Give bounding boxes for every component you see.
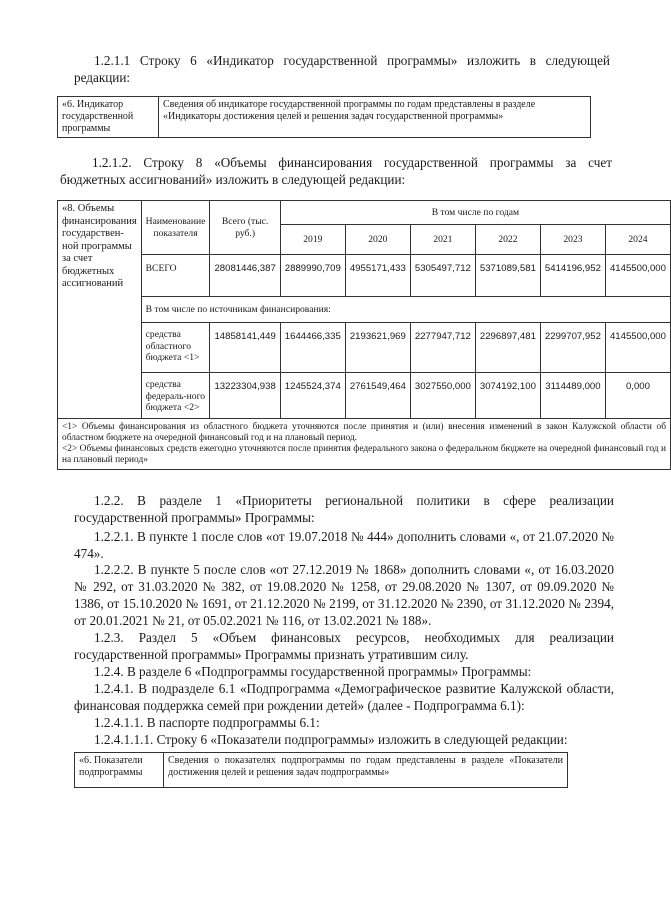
federal-row-value: 2761549,464: [345, 373, 410, 419]
total-row-value: 5414196,952: [540, 255, 605, 297]
federal-row-total: 13223304,938: [210, 373, 280, 419]
federal-row-value: 0,000: [605, 373, 670, 419]
federal-row-value: 3074192,100: [475, 373, 540, 419]
sources-header: В том числе по источникам финансирования:: [141, 297, 670, 323]
year-header: 2023: [540, 225, 605, 255]
regional-row-value: 2296897,481: [475, 323, 540, 373]
col-total-header: Всего (тыс. руб.): [210, 201, 280, 255]
indicator-table: [57, 96, 591, 138]
total-row-value: 5305497,712: [410, 255, 475, 297]
total-row-total: 28081446,387: [210, 255, 280, 297]
federal-row-value: 3027550,000: [410, 373, 475, 419]
paragraph-1-2-2: 1.2.2. В разделе 1 «Приоритеты региональной политики в сфере реализации государственной программы» Программы:: [74, 493, 614, 525]
col-years-header: В том числе по годам: [280, 201, 670, 225]
paragraph-1-2-4: 1.2.4. В разделе 6 «Подпрограммы государственной программы» Программы:: [94, 664, 532, 679]
year-header: 2021: [410, 225, 475, 255]
year-header: 2024: [605, 225, 670, 255]
indicator-text: Сведения об индикаторе государственной программы по годам представлены в разделе «Индикаторы достижения целей и решения задач государственной программы»: [159, 97, 591, 138]
regional-row-name: средства областного бюджета <1>: [141, 323, 210, 373]
paragraph-1-2-4-1-1-1: 1.2.4.1.1.1. Строку 6 «Показатели подпрограммы» изложить в следующей редакции:: [94, 732, 568, 747]
footnote-1: <1> Объемы финансирования из областного бюджета уточняются после принятия и (или) внесения изменений в закон Калужской области об областном бюджете на очередной финансовый год и на плановый период.: [62, 422, 666, 443]
year-header: 2019: [280, 225, 345, 255]
federal-row-value: 1245524,374: [280, 373, 345, 419]
regional-row-value: 2193621,969: [345, 323, 410, 373]
federal-row-value: 3114489,000: [540, 373, 605, 419]
paragraph-1-2-4-1: 1.2.4.1. В подразделе 6.1 «Подпрограмма «Демографическое развитие Калужской области, финансовая поддержка семей при рождении детей» (далее - Подпрограмма 6.1):: [74, 681, 614, 713]
total-row-value: 5371089,581: [475, 255, 540, 297]
regional-row-value: 4145500,000: [605, 323, 670, 373]
paragraph-1-2-4-1-1: 1.2.4.1.1. В паспорте подпрограммы 6.1:: [94, 715, 320, 730]
regional-row-value: 1644466,335: [280, 323, 345, 373]
paragraph-1-2-1-2: 1.2.1.2. Строку 8 «Объемы финансирования государственной программы за счет бюджетных ассигнований» изложить в следующей редакции:: [60, 155, 612, 187]
indicator-label: «6. Индикатор государственной программы: [58, 97, 159, 138]
paragraph-1-2-2-2: 1.2.2.2. В пункте 5 после слов «от 27.12.2019 № 1868» дополнить словами «, от 16.03.2020 № 292, от 31.03.2020 № 382, от 19.08.2020 № 1258, от 29.08.2020 № 1307, от 09.09.2020 № 1386, от 15.10.2020 № 1691, от 21.12.2020 № 2199, от 31.12.2020 № 2390, от 31.12.2020 № 2394, от 20.01.2021 № 21, от 05.02.2021 № 116, от 13.02.2021 № 188».: [74, 562, 614, 628]
regional-row-value: 2277947,712: [410, 323, 475, 373]
subprogram-indicators-text: Сведения о показателях подпрограммы по годам представлены в разделе «Показатели достижения целей и решения задач подпрограммы»: [164, 753, 568, 788]
total-row-value: 2889990,709: [280, 255, 345, 297]
year-header: 2020: [345, 225, 410, 255]
total-row-name: ВСЕГО: [141, 255, 210, 297]
subprogram-indicators-label: «6. Показатели подпрограммы: [75, 753, 164, 788]
col-name-header: Наименование показателя: [141, 201, 210, 255]
total-row-value: 4145500,000: [605, 255, 670, 297]
subprogram-indicators-table: [74, 752, 568, 788]
financing-table: [57, 200, 671, 470]
footnotes: [58, 419, 671, 470]
paragraph-1-2-1-1: 1.2.1.1 Строку 6 «Индикатор государственной программы» изложить в следующей редакции:: [74, 53, 610, 85]
regional-row-total: 14858141,449: [210, 323, 280, 373]
footnote-2: <2> Объемы финансовых средств ежегодно уточняются после принятия федерального закона о федеральном бюджете на очередной финансовый год и на плановый период»: [62, 444, 666, 465]
total-row-value: 4955171,433: [345, 255, 410, 297]
financing-row-label: «8. Объемы финансирования государствен-ной программы за счет бюджетных ассигнований: [58, 201, 142, 419]
regional-row-value: 2299707,952: [540, 323, 605, 373]
paragraph-1-2-2-1: 1.2.2.1. В пункте 1 после слов «от 19.07.2018 № 444» дополнить словами «, от 21.07.2020 № 474».: [74, 529, 614, 561]
year-header: 2022: [475, 225, 540, 255]
paragraph-1-2-3: 1.2.3. Раздел 5 «Объем финансовых ресурсов, необходимых для реализации государственной программы» Программы признать утратившим силу.: [74, 630, 614, 662]
federal-row-name: средства федераль-ного бюджета <2>: [141, 373, 210, 419]
